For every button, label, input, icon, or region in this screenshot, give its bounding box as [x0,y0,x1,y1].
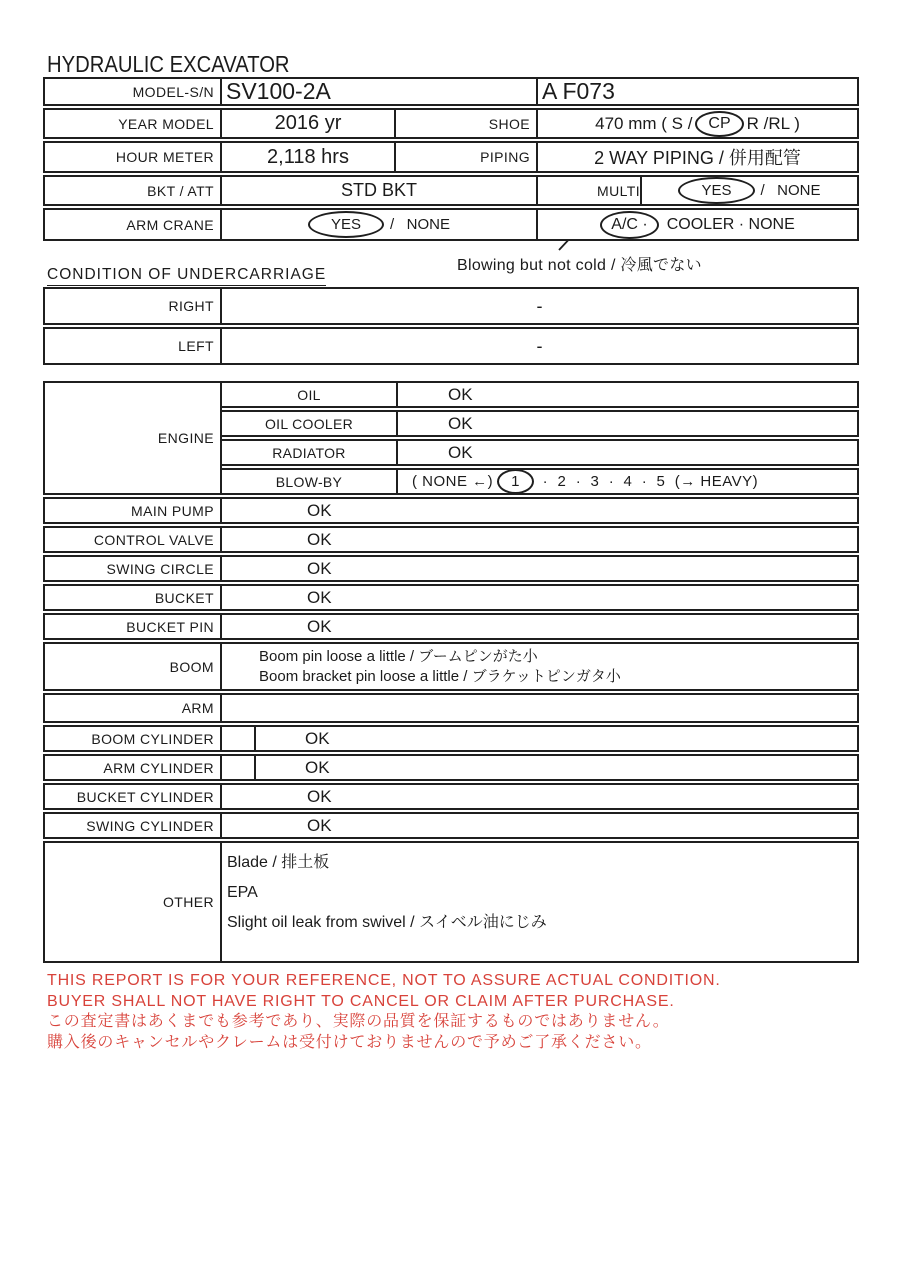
engine-sub-rows [220,381,859,495]
arm-cylinder-subcell [222,756,256,779]
ac-value [538,210,857,239]
hour-meter-value: 2,118 hrs [222,143,396,171]
arm-crane-label: ARM CRANE [45,210,222,239]
row-swing-cylinder [43,812,859,839]
blow-by-post: · 2 · 3 · 4 · 5 (→ HEAVY) [538,473,759,490]
engine-label-text: ENGINE [157,430,214,446]
bucket-pin-value: OK [307,616,332,636]
row-other [43,841,859,963]
row-control-valve [43,526,859,553]
ac-value-post: COOLER · NONE [666,215,795,233]
engine-label [43,381,222,495]
row-arm-cylinder [43,754,859,781]
multi-label: MULTI [538,177,642,204]
ac-condition-note: Blowing but not cold / 冷風でない [457,257,702,274]
row-swing-circle [43,555,859,582]
undercarriage-table [43,287,859,367]
right-value: - [536,295,543,316]
shoe-value [538,110,857,137]
blow-by-pre: ( NONE ←) [412,473,494,490]
multi-value-post: / NONE [760,182,821,199]
row-year-shoe [43,108,859,139]
row-bucket [43,584,859,611]
bucket-pin-label: BUCKET PIN [45,615,222,638]
arm-crane-value-post: / NONE [390,216,451,233]
undercarriage-heading: CONDITION OF UNDERCARRIAGE [47,266,326,286]
boom-cylinder-label: BOOM CYLINDER [45,727,222,750]
bkt-att-label: BKT / ATT [45,177,222,204]
boom-value [222,644,857,689]
multi-circled-yes: YES [678,177,754,204]
row-armcrane-ac [43,208,859,241]
boom-note-line-1: Boom pin loose a little / ブームピンがた小 [259,647,538,665]
row-radiator [220,439,859,466]
boom-note-line-2: Boom bracket pin loose a little / ブラケットピンガタ小 [259,667,621,685]
arm-crane-circled-yes: YES [308,211,384,238]
main-pump-value: OK [307,500,332,520]
model-sn-label: MODEL-S/N [45,79,222,104]
ac-circled-option: A/C · [600,211,658,239]
lot-number: A F073 [542,78,615,104]
row-bkt-multi [43,175,859,206]
other-note-line-2: EPA [227,884,258,901]
right-label: RIGHT [45,289,222,323]
swing-cylinder-label: SWING CYLINDER [45,814,222,837]
boom-label: BOOM [45,644,222,689]
left-label: LEFT [45,329,222,363]
arm-crane-value [222,210,538,239]
oil-cooler-value: OK [448,413,473,433]
other-note-line-3: Slight oil leak from swivel / スイベル油にじみ [227,914,547,931]
oil-value: OK [448,384,473,404]
boom-cylinder-value: OK [305,728,330,748]
control-valve-label: CONTROL VALVE [45,528,222,551]
inspection-table [43,381,859,965]
control-valve-value: OK [307,529,332,549]
shoe-value-pre: 470 mm ( S / [595,113,693,133]
other-value [222,843,857,961]
disclaimer-line-4: 購入後のキャンセルやクレームは受付けておりませんので予めご了承ください。 [47,1033,652,1051]
shoe-value-post: R /RL ) [746,113,800,133]
bucket-cylinder-label: BUCKET CYLINDER [45,785,222,808]
row-model-sn [43,77,859,106]
swing-circle-value: OK [307,558,332,578]
radiator-value: OK [448,442,473,462]
blow-by-value [398,470,857,493]
arm-value [222,695,857,721]
undercarriage-row-right [43,287,859,325]
engine-block [43,381,859,495]
hour-meter-label: HOUR METER [45,143,222,171]
report-title: HYDRAULIC EXCAVATOR [47,51,290,80]
row-main-pump [43,497,859,524]
arm-cylinder-label: ARM CYLINDER [45,756,222,779]
shoe-label: SHOE [396,110,538,137]
left-value: - [536,335,543,356]
disclaimer-line-2: BUYER SHALL NOT HAVE RIGHT TO CANCEL OR CLAIM AFTER PURCHASE. [47,992,675,1010]
disclaimer-line-3: この査定書はあくまでも参考であり、実際の品質を保証するものではありません。 [47,1013,670,1030]
oil-label: OIL [222,383,398,406]
bucket-value: OK [307,587,332,607]
arm-cylinder-value: OK [305,757,330,777]
row-boom [43,642,859,691]
row-hour-piping [43,141,859,173]
row-blow-by [220,468,859,495]
bucket-cylinder-value: OK [307,786,332,806]
blow-by-circled-rating: 1 [497,469,534,494]
blow-by-label: BLOW-BY [222,470,398,493]
oil-cooler-label: OIL COOLER [222,412,398,435]
bucket-label: BUCKET [45,586,222,609]
bkt-att-value: STD BKT [222,177,538,204]
row-oil [220,381,859,408]
spec-table [43,77,859,243]
row-bucket-pin [43,613,859,640]
disclaimer-line-1: THIS REPORT IS FOR YOUR REFERENCE, NOT TO ASSURE ACTUAL CONDITION. [47,972,721,989]
row-arm [43,693,859,723]
piping-value: 2 WAY PIPING / 併用配管 [594,148,801,168]
multi-value [642,177,857,204]
other-label: OTHER [45,843,222,961]
arm-label: ARM [45,695,222,721]
other-note-line-1: Blade / 排土板 [227,854,330,871]
swing-cylinder-value: OK [307,815,332,835]
shoe-circled-option: CP [695,111,743,137]
boom-cylinder-subcell [222,727,256,750]
undercarriage-row-left [43,327,859,365]
disclaimer [47,971,721,1053]
row-bucket-cylinder [43,783,859,810]
row-boom-cylinder [43,725,859,752]
year-model-label: YEAR MODEL [45,110,222,137]
piping-label: PIPING [396,143,538,171]
radiator-label: RADIATOR [222,441,398,464]
model-value: SV100-2A [222,79,538,104]
swing-circle-label: SWING CIRCLE [45,557,222,580]
main-pump-label: MAIN PUMP [45,499,222,522]
row-oil-cooler [220,410,859,437]
year-model-value: 2016 yr [222,110,396,137]
